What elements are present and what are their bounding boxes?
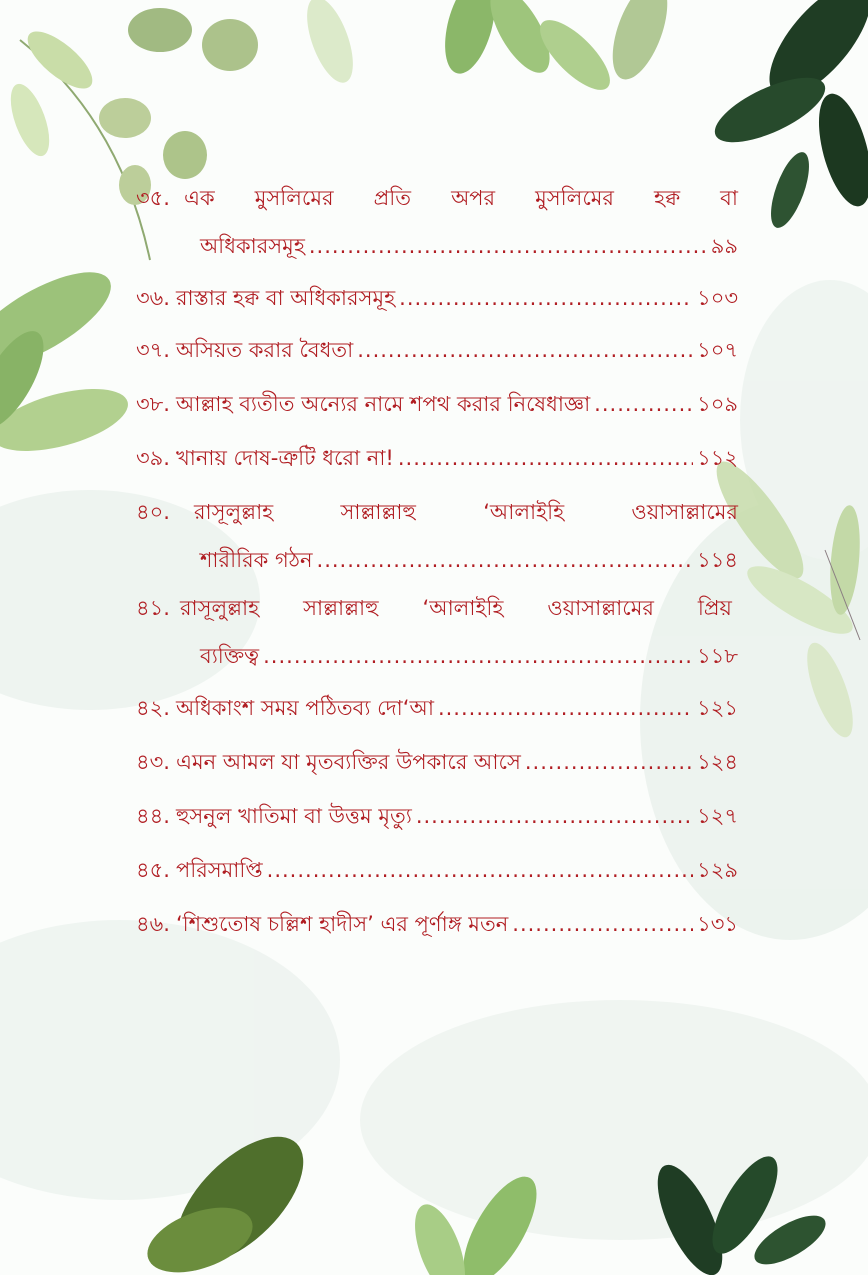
toc-entry[interactable] bbox=[136, 434, 738, 482]
leader-dots bbox=[357, 326, 693, 374]
entry-title-line2: শারীরিক গঠন bbox=[200, 548, 313, 572]
toc-entry[interactable] bbox=[136, 792, 738, 840]
toc-entry[interactable] bbox=[136, 738, 738, 786]
entry-page-number: ১২১ bbox=[697, 696, 738, 720]
leader-dots bbox=[512, 900, 693, 948]
entry-number: ৩৫. bbox=[136, 186, 170, 210]
entry-number: ৪৫. bbox=[136, 858, 170, 882]
entry-title-line1: রাসূলুল্লাহ সাল্লাল্লাহু ‘আলাইহি ওয়াসাল্লামের bbox=[193, 500, 738, 524]
leader-dots bbox=[398, 434, 693, 482]
entry-number: ৪৩. bbox=[136, 750, 170, 774]
leader-dots bbox=[416, 792, 693, 840]
entry-number: ৪১. bbox=[136, 596, 170, 620]
entry-number: ৪০. bbox=[136, 500, 170, 524]
entry-page-number: ৯৯ bbox=[710, 234, 738, 258]
entry-number: ৩৮. bbox=[136, 392, 170, 416]
entry-title: অসিয়ত করার বৈধতা bbox=[175, 338, 354, 362]
entry-title: খানায় দোষ-ত্রুটি ধরো না! bbox=[175, 446, 394, 470]
entry-page-number: ১১৮ bbox=[697, 644, 738, 668]
leader-dots bbox=[263, 632, 693, 680]
entry-title: রাস্তার হক্ব বা অধিকারসমূহ bbox=[175, 286, 396, 310]
entry-number: ৩৭. bbox=[136, 338, 170, 362]
entry-page-number: ১২৭ bbox=[697, 804, 738, 828]
leader-dots bbox=[438, 684, 693, 732]
leader-dots bbox=[317, 536, 694, 584]
leader-dots bbox=[525, 738, 693, 786]
toc-entry[interactable] bbox=[136, 488, 738, 584]
leader-dots bbox=[399, 274, 693, 322]
toc-entry[interactable] bbox=[136, 900, 738, 948]
entry-page-number: ১১২ bbox=[697, 446, 738, 470]
entry-title-line1: এক মুসলিমের প্রতি অপর মুসলিমের হক্ব বা bbox=[183, 186, 738, 210]
toc-entry[interactable] bbox=[136, 174, 738, 270]
entry-title: আল্লাহ ব্যতীত অন্যের নামে শপথ করার নিষেধাজ্ঞা bbox=[175, 392, 591, 416]
toc-entry[interactable] bbox=[136, 326, 738, 374]
toc-entry[interactable] bbox=[136, 846, 738, 894]
entry-title-line1: রাসূলুল্লাহ সাল্লাল্লাহু ‘আলাইহি ওয়াসাল্লামের প্রিয় bbox=[179, 596, 732, 620]
entry-title-line2: ব্যক্তিত্ব bbox=[200, 644, 260, 668]
entry-title: এমন আমল যা মৃতব্যক্তির উপকারে আসে bbox=[175, 750, 521, 774]
entry-page-number: ১২৪ bbox=[697, 750, 738, 774]
entry-page-number: ১১৪ bbox=[697, 548, 738, 572]
entry-title-line2: অধিকারসমূহ bbox=[200, 234, 305, 258]
toc-entry[interactable] bbox=[136, 584, 738, 680]
toc-entry[interactable] bbox=[136, 380, 738, 428]
entry-number: ৩৯. bbox=[136, 446, 170, 470]
entry-number: ৪৪. bbox=[136, 804, 170, 828]
leader-dots bbox=[594, 380, 693, 428]
entry-number: ৪৬. bbox=[136, 912, 170, 936]
toc-entry[interactable] bbox=[136, 684, 738, 732]
entry-number: ৪২. bbox=[136, 696, 170, 720]
leader-dots bbox=[267, 846, 693, 894]
entry-page-number: ১২৯ bbox=[697, 858, 738, 882]
leader-dots bbox=[309, 222, 707, 270]
entry-page-number: ১৩১ bbox=[697, 912, 738, 936]
toc-entry[interactable] bbox=[136, 274, 738, 322]
entry-title: পরিসমাপ্তি bbox=[175, 858, 263, 882]
entry-title: হুসনুল খাতিমা বা উত্তম মৃত্যু bbox=[175, 804, 412, 828]
entry-page-number: ১০৭ bbox=[697, 338, 738, 362]
entry-title: ‘শিশুতোষ চল্লিশ হাদীস’ এর পূর্ণাঙ্গ মতন bbox=[175, 912, 509, 936]
entry-number: ৩৬. bbox=[136, 286, 170, 310]
entry-title: অধিকাংশ সময় পঠিতব্য দো‘আ bbox=[175, 696, 434, 720]
entry-page-number: ১০৯ bbox=[697, 392, 738, 416]
entry-page-number: ১০৩ bbox=[697, 286, 738, 310]
